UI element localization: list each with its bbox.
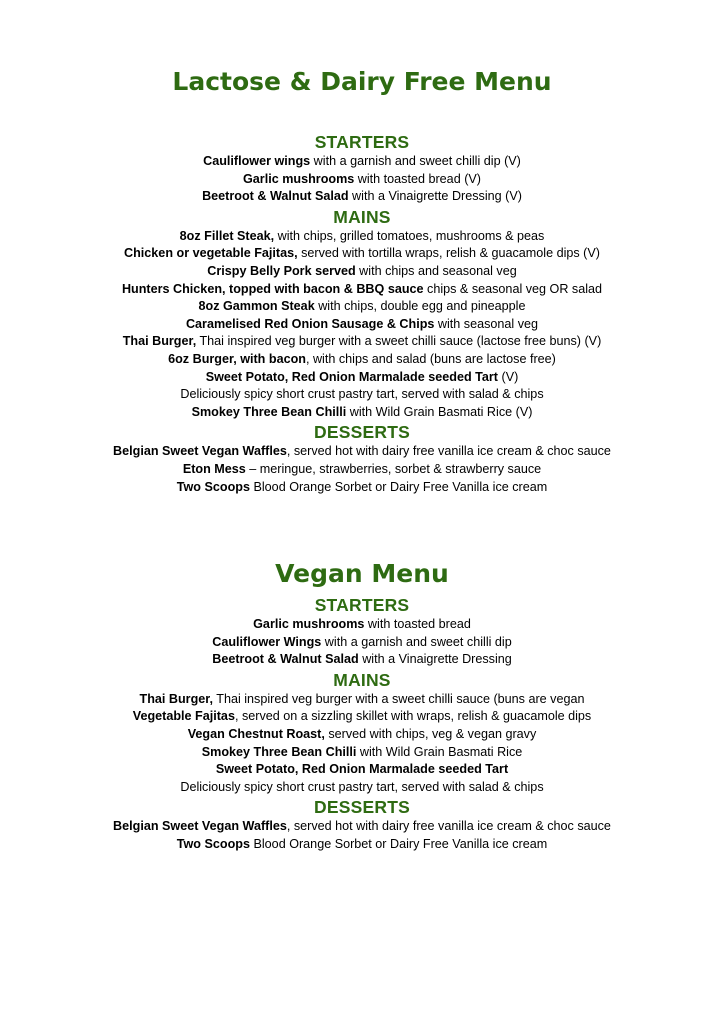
- item-name: Cauliflower Wings: [212, 634, 322, 649]
- menu-title: Lactose & Dairy Free Menu: [172, 67, 552, 96]
- item-name: Vegetable Fajitas: [132, 709, 235, 724]
- item-name: Two Scoops: [176, 479, 250, 494]
- section-title: DESSERTS: [314, 797, 410, 818]
- item-name: Sweet Potato, Red Onion Marmalade seeded Tart: [205, 369, 498, 384]
- starters-items: [0, 153, 724, 206]
- item-name: Garlic mushrooms: [253, 617, 365, 631]
- menu-item: [0, 188, 724, 206]
- item-description: with toasted bread (V): [354, 171, 481, 186]
- item-description: with Wild Grain Basmati Rice (V): [346, 404, 533, 419]
- mains-items: [0, 228, 724, 422]
- item-description: with chips, grilled tomatoes, mushrooms & peas: [274, 228, 545, 243]
- menu-item: [0, 691, 724, 709]
- vegan-menu: [0, 554, 724, 854]
- item-name: Crispy Belly Pork served: [207, 263, 356, 278]
- desserts-items: [0, 443, 724, 496]
- item-description: with chips, double egg and pineapple: [314, 299, 526, 314]
- menu-item: [0, 479, 724, 497]
- item-description: Blood Orange Sorbet or Dairy Free Vanilla ice cream: [249, 836, 548, 851]
- menu-item: [0, 836, 724, 854]
- menu-item: [0, 333, 724, 351]
- menu-item: [0, 726, 724, 744]
- item-description: with a garnish and sweet chilli dip: [321, 634, 512, 649]
- item-name: 8oz Gammon Steak: [198, 299, 315, 314]
- item-name: Belgian Sweet Vegan Waffles: [113, 444, 287, 459]
- item-name: Beetroot & Walnut Salad: [212, 652, 359, 667]
- item-name: Thai Burger,: [122, 334, 197, 349]
- item-description: with a Vinaigrette Dressing (V): [348, 189, 522, 204]
- item-description: Thai inspired veg burger with a sweet chilli sauce (lactose free buns) (V): [196, 334, 602, 349]
- item-description: Deliciously spicy short crust pastry tart, served with salad & chips: [180, 779, 544, 794]
- item-description: Deliciously spicy short crust pastry tart, served with salad & chips: [180, 387, 544, 402]
- item-description: , served on a sizzling skillet with wraps, relish & guacamole dips: [234, 709, 592, 724]
- section-title: STARTERS: [314, 132, 410, 152]
- menu-item: [0, 616, 724, 634]
- item-name: Garlic mushrooms: [243, 171, 355, 186]
- item-name: Smokey Three Bean Chilli: [201, 744, 357, 759]
- item-description: with chips and seasonal veg: [355, 263, 517, 278]
- item-description: with a Vinaigrette Dressing: [358, 652, 512, 667]
- item-name: Two Scoops: [176, 836, 250, 851]
- menu-item: [0, 351, 724, 369]
- menu-item: [0, 298, 724, 316]
- menu-item: [0, 461, 724, 479]
- section-title: DESSERTS: [314, 422, 410, 443]
- item-name: 6oz Burger, with bacon: [168, 351, 306, 366]
- item-description: , with chips and salad (buns are lactose free): [305, 351, 556, 366]
- item-description: with toasted bread: [364, 617, 471, 631]
- item-description: with Wild Grain Basmati Rice: [356, 744, 523, 759]
- menu-item: [0, 228, 724, 246]
- item-name: Caramelised Red Onion Sausage & Chips: [185, 316, 435, 331]
- menu-item-description: [0, 386, 724, 404]
- item-name: Eton Mess: [182, 461, 246, 476]
- menu-item: [0, 263, 724, 281]
- item-name: Beetroot & Walnut Salad: [202, 189, 349, 204]
- menu-item: [0, 245, 724, 263]
- item-description: – meringue, strawberries, sorbet & strawberry sauce: [245, 461, 542, 476]
- lactose-dairy-free-menu: [0, 62, 724, 496]
- menu-title: Vegan Menu: [275, 559, 449, 588]
- item-name: Smokey Three Bean Chilli: [191, 404, 347, 419]
- mains-section: [0, 669, 724, 797]
- item-description: (V): [498, 369, 519, 384]
- item-description: served with chips, veg & vegan gravy: [324, 726, 537, 741]
- item-description: with seasonal veg: [434, 316, 539, 331]
- item-name: Thai Burger,: [139, 691, 213, 706]
- item-description: , served hot with dairy free vanilla ice cream & choc sauce: [286, 444, 611, 459]
- starters-items: [0, 616, 724, 669]
- starters-section: [0, 594, 724, 669]
- menu-item-description: [0, 779, 724, 797]
- menu-item: [0, 153, 724, 171]
- item-name: Vegan Chestnut Roast,: [187, 726, 325, 741]
- item-name: Chicken or vegetable Fajitas,: [124, 246, 298, 261]
- item-name: Hunters Chicken, topped with bacon & BBQ sauce: [121, 281, 424, 296]
- menu-item: [0, 369, 724, 387]
- item-name: Sweet Potato, Red Onion Marmalade seeded Tart: [215, 762, 509, 777]
- item-description: chips & seasonal veg OR salad: [423, 281, 603, 296]
- menu-item: [0, 404, 724, 422]
- item-name: 8oz Fillet Steak,: [179, 228, 275, 243]
- menu-item: [0, 171, 724, 189]
- section-title: STARTERS: [314, 595, 410, 615]
- menu-item: [0, 443, 724, 461]
- menu-item: [0, 744, 724, 762]
- desserts-items: [0, 818, 724, 853]
- desserts-section: [0, 796, 724, 853]
- item-description: with a garnish and sweet chilli dip (V): [310, 154, 521, 168]
- menu-item: [0, 634, 724, 652]
- mains-section: [0, 206, 724, 422]
- menu-item: [0, 761, 724, 779]
- item-description: Blood Orange Sorbet or Dairy Free Vanilla ice cream: [249, 479, 548, 494]
- menu-item: [0, 818, 724, 836]
- menu-item: [0, 651, 724, 669]
- mains-items: [0, 691, 724, 797]
- section-title: MAINS: [333, 669, 391, 690]
- item-description: served with tortilla wraps, relish & guacamole dips (V): [297, 246, 600, 261]
- menu-item: [0, 316, 724, 334]
- section-title: MAINS: [333, 206, 391, 227]
- item-name: Cauliflower wings: [203, 154, 311, 168]
- starters-section: [0, 131, 724, 206]
- item-description: Thai inspired veg burger with a sweet chilli sauce (buns are vegan: [212, 691, 585, 706]
- menu-item: [0, 708, 724, 726]
- desserts-section: [0, 421, 724, 496]
- menu-item: [0, 281, 724, 299]
- item-description: , served hot with dairy free vanilla ice cream & choc sauce: [286, 819, 611, 834]
- item-name: Belgian Sweet Vegan Waffles: [113, 819, 287, 834]
